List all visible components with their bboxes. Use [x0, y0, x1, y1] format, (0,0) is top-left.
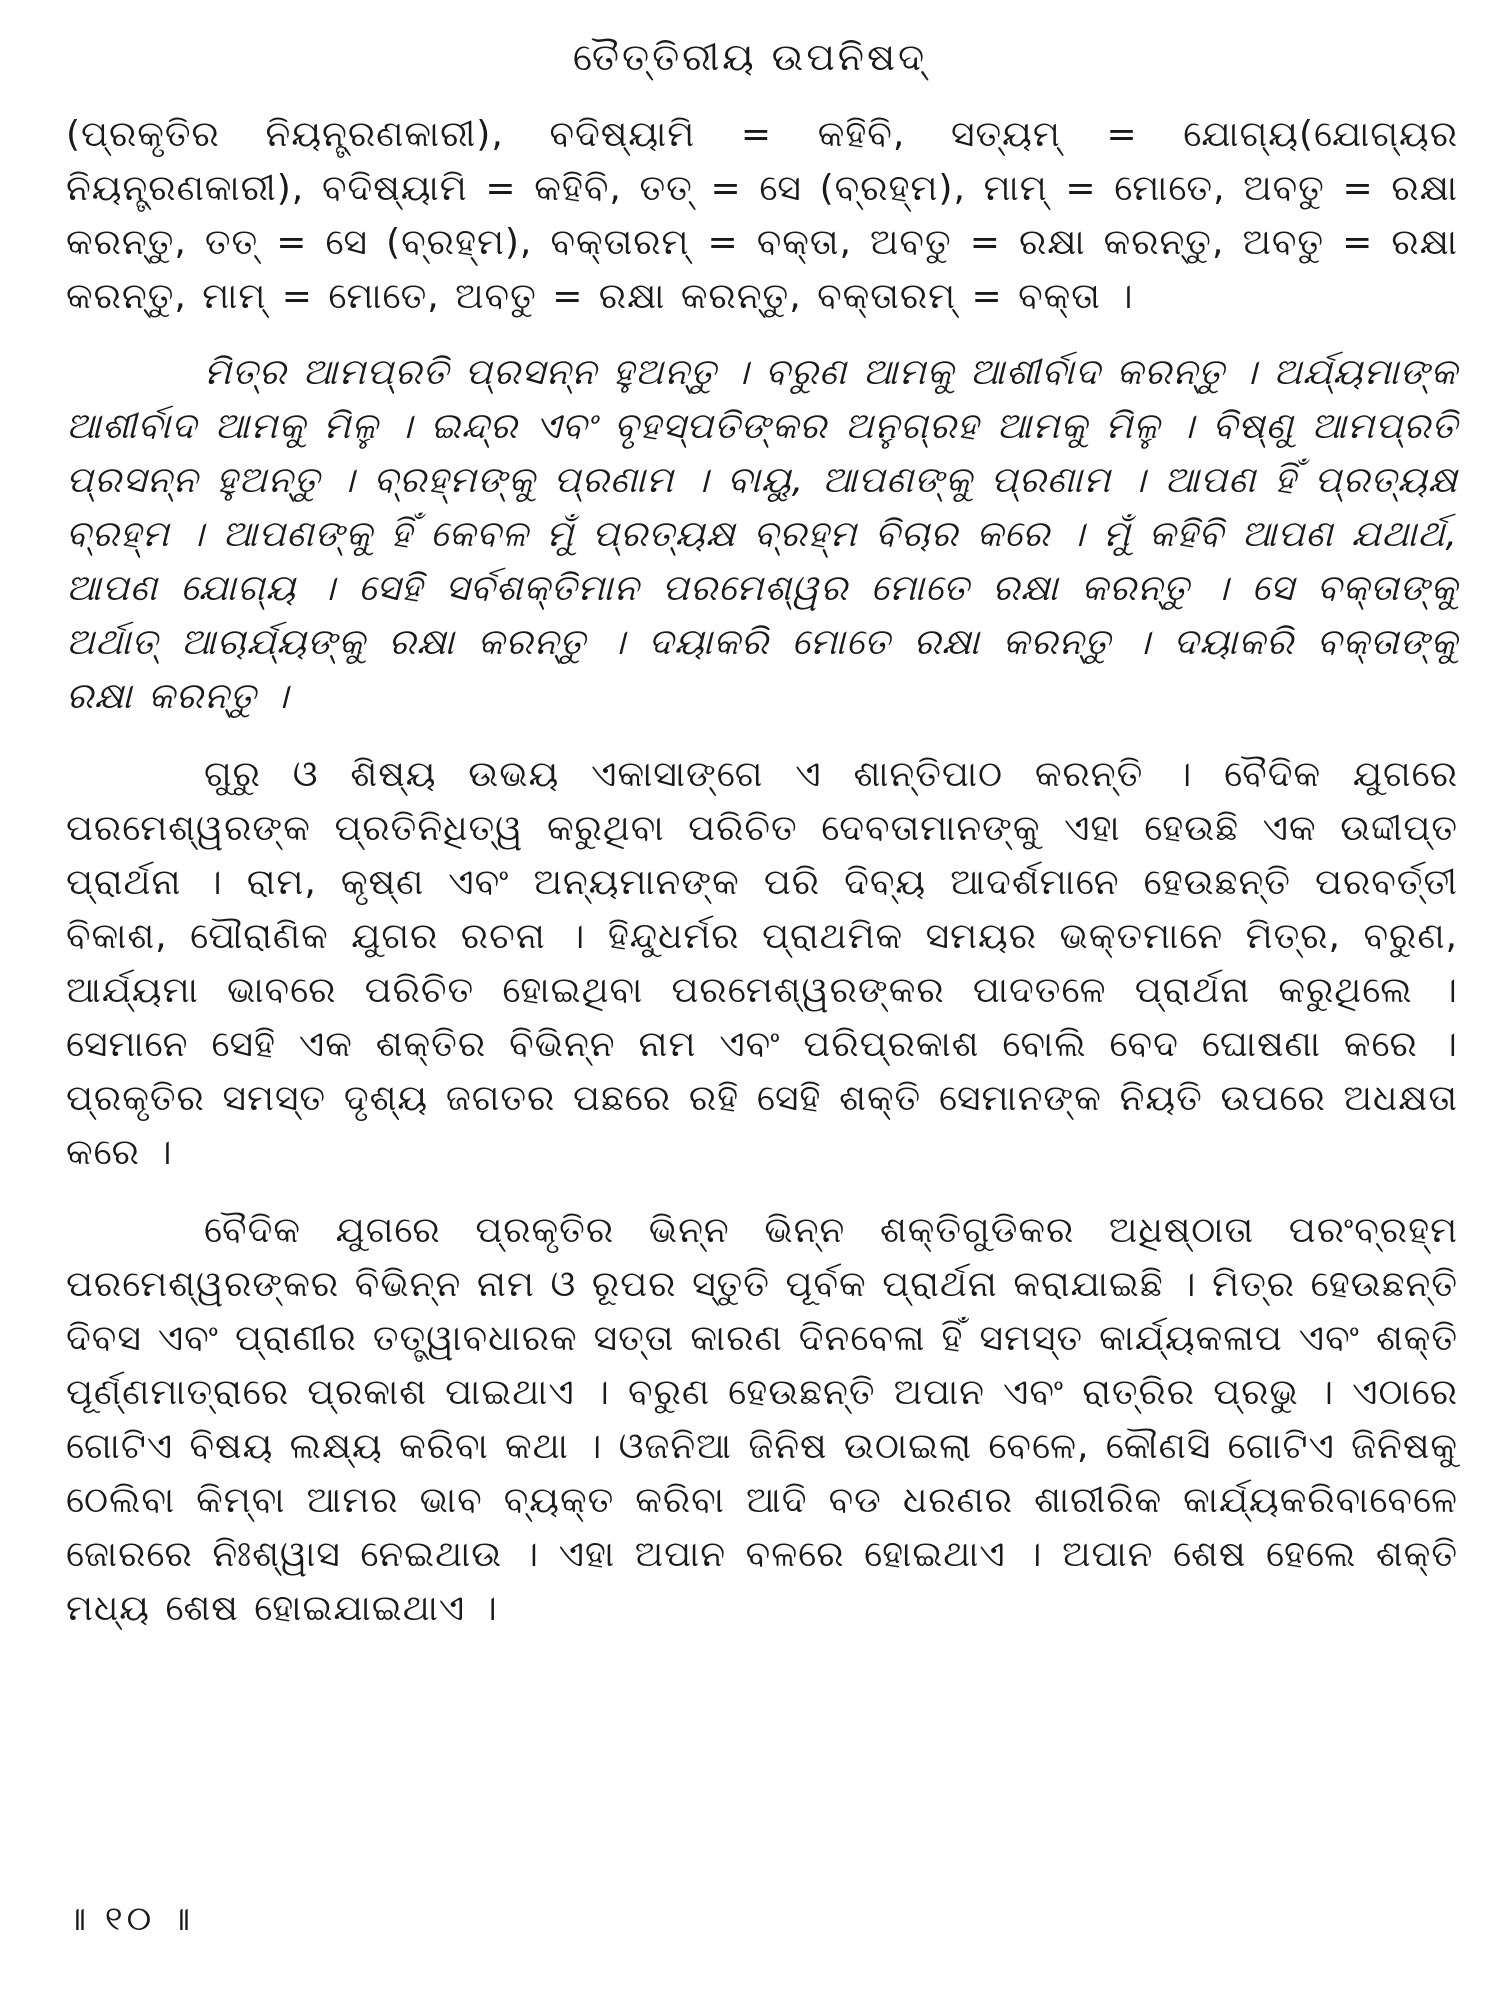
page-body — [66, 108, 1458, 1660]
page-number: ॥ ୧୦ ॥ — [66, 1899, 195, 1939]
running-head: ତୈତ୍ତିରୀୟ ଉପନିଷଦ୍ — [572, 35, 928, 79]
word-gloss-paragraph: (ପ୍ରକୃତିର ନିୟନ୍ତ୍ରଣକାରୀ), ବଦିଷ୍ୟାମି = କହିବି, ସତ୍ୟମ୍ = ଯୋଗ୍ୟ(ଯୋଗ୍ୟର ନିୟନ୍ତ୍ରଣକାରୀ), ବଦିଷ୍ୟାମି = କହିବି, ତତ୍ = ସେ (ବ୍ରହ୍ମ), ମାମ୍ = ମୋତେ, ଅବତୁ = ରକ୍ଷା କରନ୍ତୁ, ତତ୍ = ସେ (ବ୍ରହ୍ମ), ବକ୍ତାରମ୍ = ବକ୍ତା, ଅବତୁ = ରକ୍ଷା କରନ୍ତୁ, ଅବତୁ = ରକ୍ଷା କରନ୍ତୁ, ମାମ୍ = ମୋତେ, ଅବତୁ = ରକ୍ଷା କରନ୍ତୁ, ବକ୍ତାରମ୍ = ବକ୍ତା । — [66, 114, 1458, 317]
commentary-paragraph: ବୈଦିକ ଯୁଗରେ ପ୍ରକୃତିର ଭିନ୍ନ ଭିନ୍ନ ଶକ୍ତିଗୁଡିକର ଅଧିଷ୍ଠାତା ପରଂବ୍ରହ୍ମ ପରମେଶ୍ୱରଙ୍କର ବିଭିନ୍ନ ନାମ ଓ ରୂପର ସ୍ତୁତି ପୂର୍ବକ ପ୍ରାର୍ଥନା କରାଯାଇଛି । ମିତ୍ର ହେଉଛନ୍ତି ଦିବସ ଏବଂ ପ୍ରାଣୀର ତତ୍ତ୍ୱାବଧାରକ ସତ୍ତା କାରଣ ଦିନବେଳା ହିଁ ସମସ୍ତ କାର୍ଯ୍ୟକଳାପ ଏବଂ ଶକ୍ତି ପୂର୍ଣ୍ଣମାତ୍ରାରେ ପ୍ରକାଶ ପାଇଥାଏ । ବରୁଣ ହେଉଛନ୍ତି ଅପାନ ଏବଂ ରାତ୍ରିର ପ୍ରଭୁ । ଏଠାରେ ଗୋଟିଏ ବିଷୟ ଲକ୍ଷ୍ୟ କରିବା କଥା । ଓଜନିଆ ଜିନିଷ ଉଠାଇଲା ବେଳେ, କୌଣସି ଗୋଟିଏ ଜିନିଷକୁ ଠେଲିବା କିମ୍ବା ଆମର ଭାବ ବ୍ୟକ୍ତ କରିବା ଆଦି ବଡ ଧରଣର ଶାରୀରିକ କାର୍ଯ୍ୟକରିବାବେଳେ ଜୋରରେ ନିଃଶ୍ୱାସ ନେଇଥାଉ । ଏହା ଅପାନ ବଳରେ ହୋଇଥାଏ । ଅପାନ ଶେଷ ହେଲେ ଶକ୍ତି ମଧ୍ୟ ଶେଷ ହୋଇଯାଇଥାଏ । — [66, 1210, 1458, 1629]
commentary-paragraph: ଗୁରୁ ଓ ଶିଷ୍ୟ ଉଭୟ ଏକାସାଙ୍ଗେ ଏ ଶାନ୍ତିପାଠ କରନ୍ତି । ବୈଦିକ ଯୁଗରେ ପରମେଶ୍ୱରଙ୍କ ପ୍ରତିନିଧିତ୍ୱ କରୁଥିବା ପରିଚିତ ଦେବତାମାନଙ୍କୁ ଏହା ହେଉଛି ଏକ ଉଦ୍ଦୀପ୍ତ ପ୍ରାର୍ଥନା । ରାମ, କୃଷ୍ଣ ଏବଂ ଅନ୍ୟମାନଙ୍କ ପରି ଦିବ୍ୟ ଆଦର୍ଶମାନେ ହେଉଛନ୍ତି ପରବର୍ତ୍ତୀ ବିକାଶ, ପୌରାଣିକ ଯୁଗର ରଚନା । ହିନ୍ଦୁଧର୍ମର ପ୍ରାଥମିକ ସମୟର ଭକ୍ତମାନେ ମିତ୍ର, ବରୁଣ, ଆର୍ଯ୍ୟମା ଭାବରେ ପରିଚିତ ହୋଇଥିବା ପରମେଶ୍ୱରଙ୍କର ପାଦତଳେ ପ୍ରାର୍ଥନା କରୁଥିଲେ । ସେମାନେ ସେହି ଏକ ଶକ୍ତିର ବିଭିନ୍ନ ନାମ ଏବଂ ପରିପ୍ରକାଶ ବୋଲି ବେଦ ଘୋଷଣା କରେ । ପ୍ରକୃତିର ସମସ୍ତ ଦୃଶ୍ୟ ଜଗତର ପଛରେ ରହି ସେହି ଶକ୍ତି ସେମାନଙ୍କ ନିୟତି ଉପରେ ଅଧକ୍ଷତା କରେ । — [66, 754, 1458, 1173]
invocation-translation-paragraph: ମିତ୍ର ଆମପ୍ରତି ପ୍ରସନ୍ନ ହୁଅନ୍ତୁ । ବରୁଣ ଆମକୁ ଆଶୀର୍ବାଦ କରନ୍ତୁ । ଅର୍ଯ୍ୟମାଙ୍କ ଆଶୀର୍ବାଦ ଆମକୁ ମିଳୁ । ଇନ୍ଦ୍ର ଏବଂ ବୃହସ୍ପତିଙ୍କର ଅନୁଗ୍ରହ ଆମକୁ ମିଳୁ । ବିଷ୍ଣୁ ଆମପ୍ରତି ପ୍ରସନ୍ନ ହୁଅନ୍ତୁ । ବ୍ରହ୍ମଙ୍କୁ ପ୍ରଣାମ । ବାୟୁ, ଆପଣଙ୍କୁ ପ୍ରଣାମ । ଆପଣ ହିଁ ପ୍ରତ୍ୟକ୍ଷ ବ୍ରହ୍ମ । ଆପଣଙ୍କୁ ହିଁ କେବଳ ମୁଁ ପ୍ରତ୍ୟକ୍ଷ ବ୍ରହ୍ମ ବିଚାର କରେ । ମୁଁ କହିବି ଆପଣ ଯଥାର୍ଥ, ଆପଣ ଯୋଗ୍ୟ । ସେହି ସର୍ବଶକ୍ତିମାନ ପରମେଶ୍ୱର ମୋତେ ରକ୍ଷା କରନ୍ତୁ । ସେ ବକ୍ତାଙ୍କୁ ଅର୍ଥାତ୍ ଆଚାର୍ଯ୍ୟଙ୍କୁ ରକ୍ଷା କରନ୍ତୁ । ଦୟାକରି ମୋତେ ରକ୍ଷା କରନ୍ତୁ । ଦୟାକରି ବକ୍ତାଙ୍କୁ ରକ୍ଷା କରନ୍ତୁ । — [66, 352, 1458, 717]
